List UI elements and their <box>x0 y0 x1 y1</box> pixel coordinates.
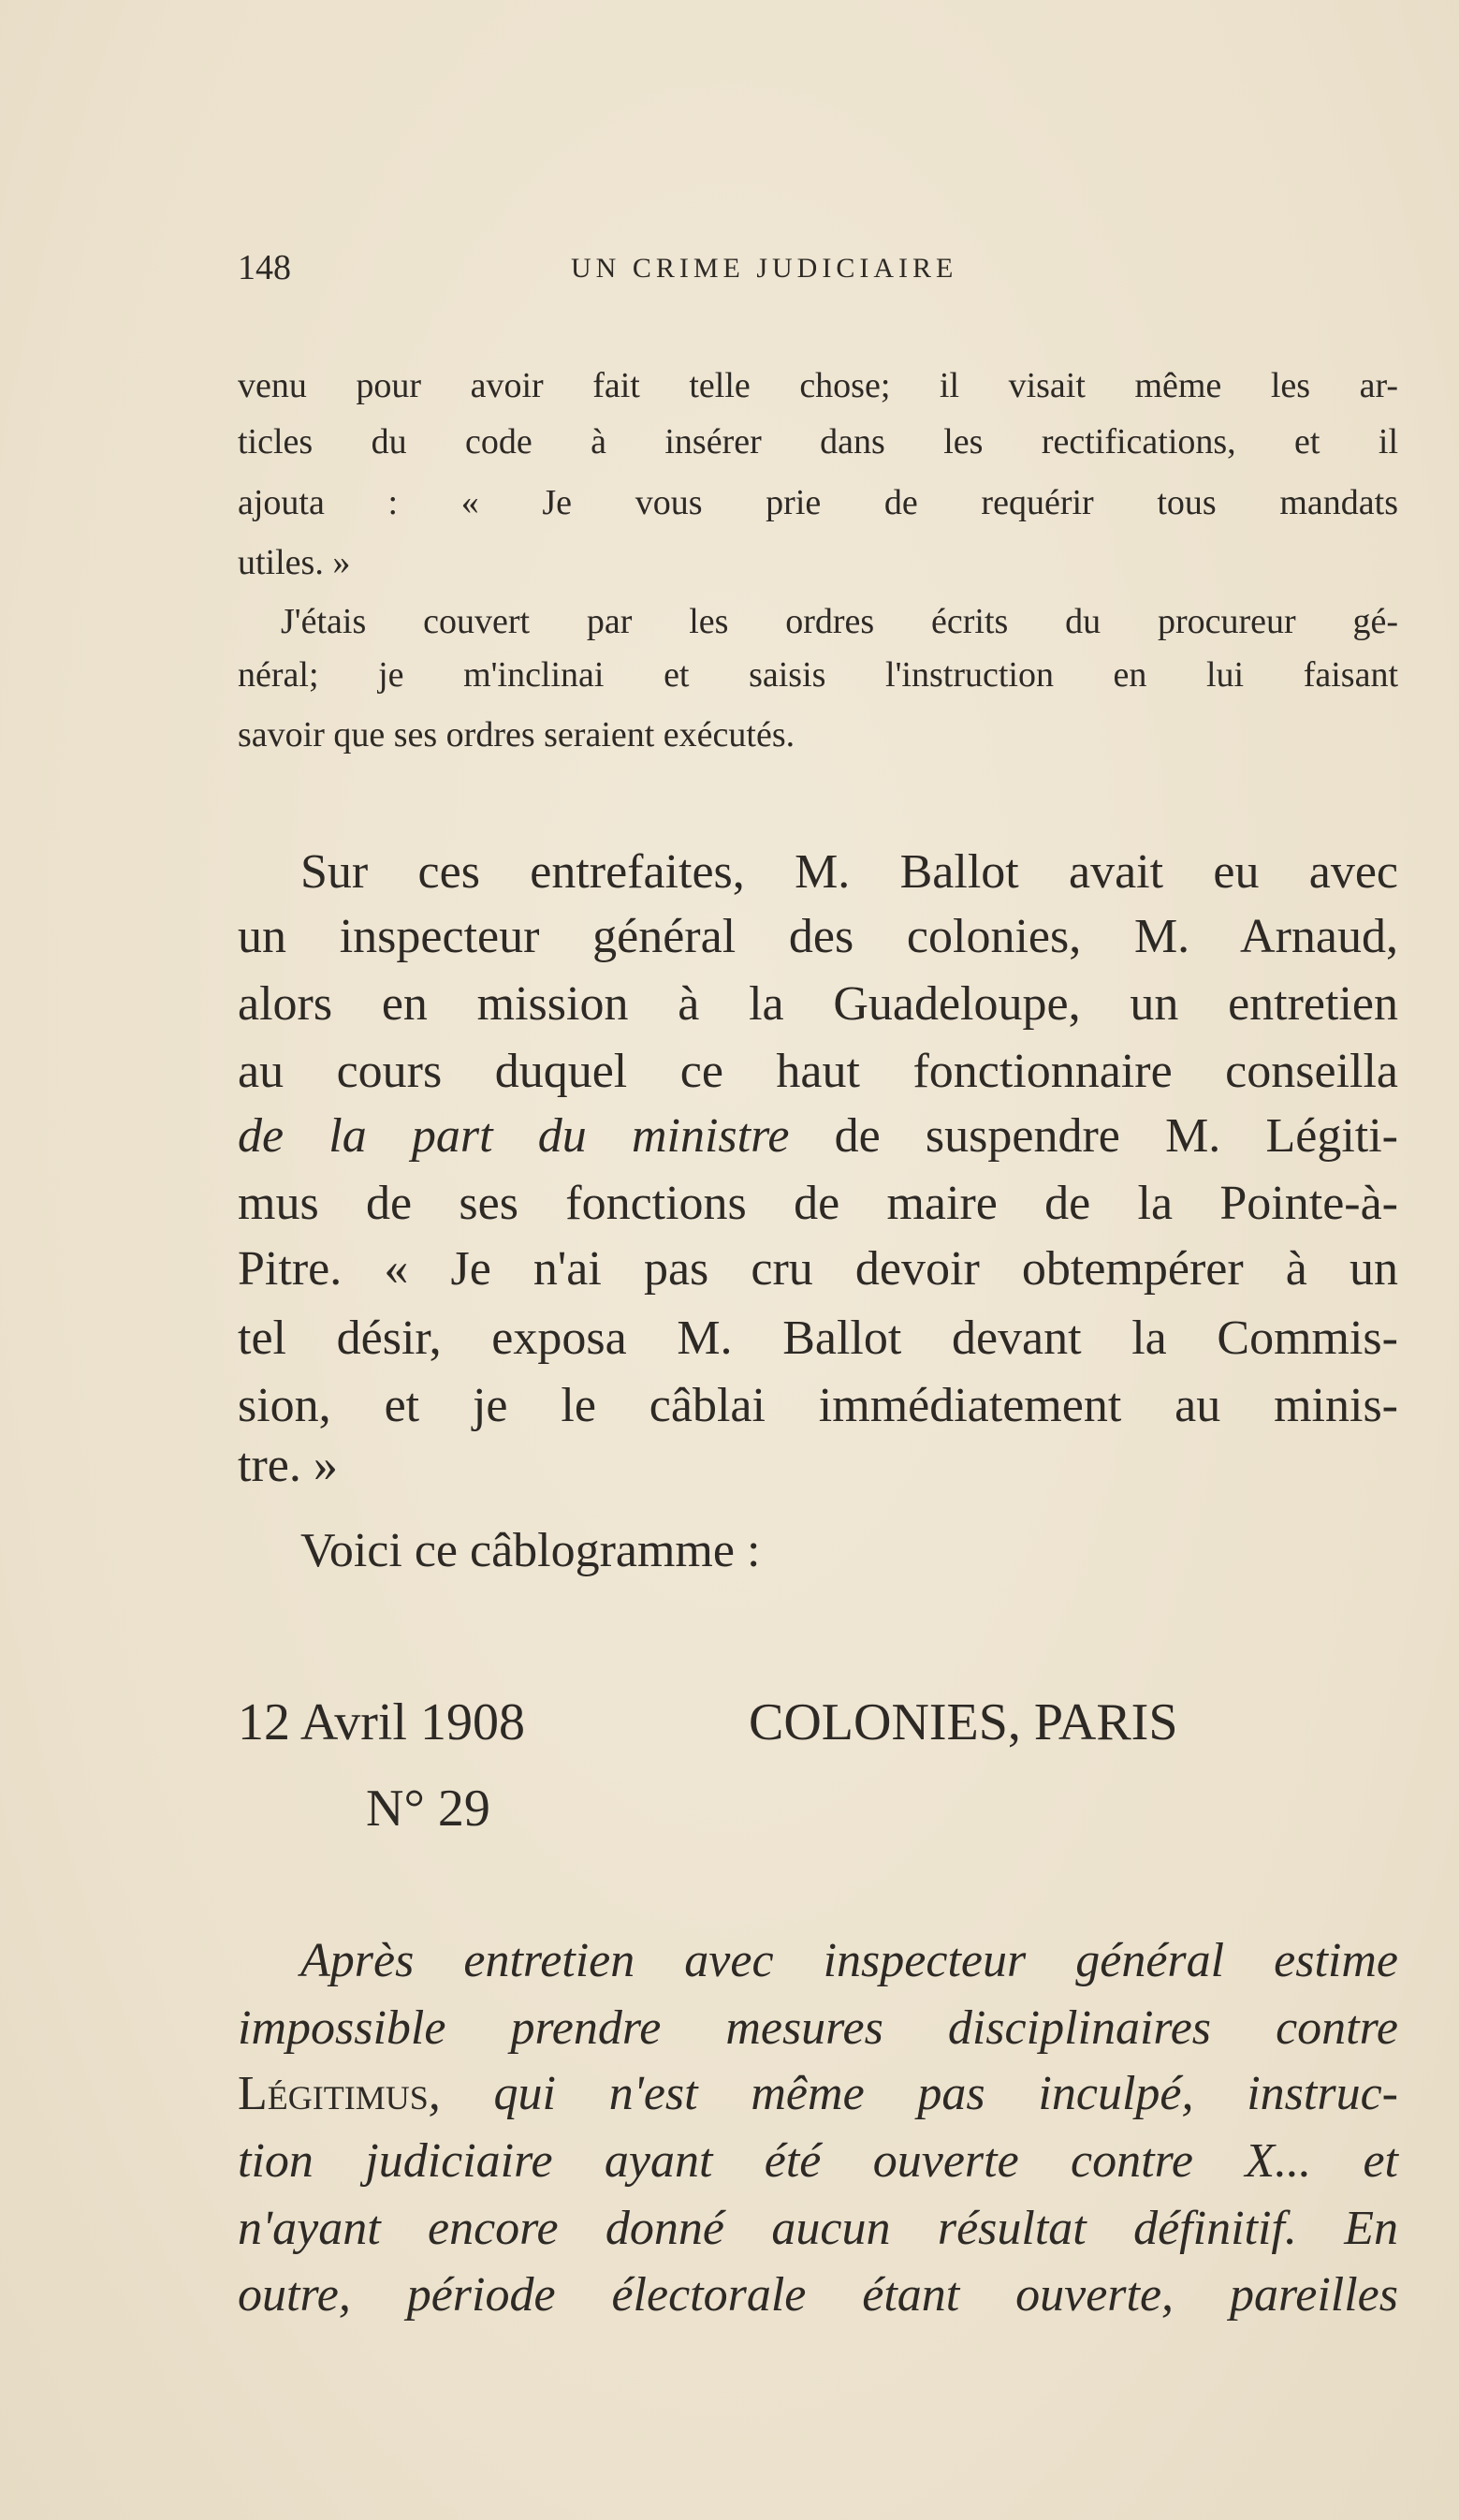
text-line <box>238 1103 1398 1170</box>
text-line: alors en mission à la Guadeloupe, un entretien <box>238 977 1398 1031</box>
text-span: de suspendre M. Légiti- <box>789 1109 1398 1163</box>
text-line: J'étais couvert par les ordres écrits du procureur gé- <box>281 602 1398 641</box>
text-line: sion, et je le câblai immédiatement au minis- <box>238 1379 1398 1432</box>
telegram-line: outre, période électorale étant ouverte, pareilles <box>238 2268 1398 2322</box>
italic-phrase: de la part du ministre <box>238 1109 790 1163</box>
running-title: UN CRIME JUDICIAIRE <box>571 253 958 284</box>
page-number: 148 <box>238 248 291 287</box>
telegram-line: tion judiciaire ayant été ouverte contre X... et <box>238 2134 1398 2188</box>
text-line: ajouta : « Je vous prie de requérir tous mandats <box>238 483 1398 522</box>
telegram-destination: COLONIES, PARIS <box>749 1693 1178 1751</box>
telegram-line <box>238 2060 1398 2128</box>
telegram-line: impossible prendre mesures disciplinaires contre <box>238 2001 1398 2055</box>
text-line: ticles du code à insérer dans les rectifications, et il <box>238 422 1398 462</box>
text-line: au cours duquel ce haut fonctionnaire conseilla <box>238 1045 1398 1098</box>
text-line: savoir que ses ordres seraient exécutés. <box>238 715 795 755</box>
text-line: Voici ce câblogramme : <box>300 1524 761 1577</box>
text-line: utiles. » <box>238 543 351 582</box>
text-line: tel désir, exposa M. Ballot devant la Commis- <box>238 1311 1398 1365</box>
text-span: , qui n'est même pas inculpé, instruc- <box>428 2067 1398 2120</box>
text-line: mus de ses fonctions de maire de la Pointe-à- <box>238 1177 1398 1230</box>
name-small-caps: Légitimus <box>238 2067 429 2120</box>
text-line: venu pour avoir fait telle chose; il visait même les ar- <box>238 366 1398 405</box>
telegram-line: Après entretien avec inspecteur général estime <box>300 1934 1398 1987</box>
text-line: tre. » <box>238 1439 338 1492</box>
text-line: Sur ces entrefaites, M. Ballot avait eu avec <box>300 845 1398 899</box>
text-line: un inspecteur général des colonies, M. Arnaud, <box>238 910 1398 963</box>
telegram-number: N° 29 <box>366 1780 490 1838</box>
text-line: Pitre. « Je n'ai pas cru devoir obtempérer à un <box>238 1242 1398 1296</box>
telegram-line: n'ayant encore donné aucun résultat définitif. En <box>238 2202 1398 2255</box>
text-line: néral; je m'inclinai et saisis l'instruction en lui faisant <box>238 655 1398 695</box>
telegram-date: 12 Avril 1908 <box>238 1693 525 1751</box>
